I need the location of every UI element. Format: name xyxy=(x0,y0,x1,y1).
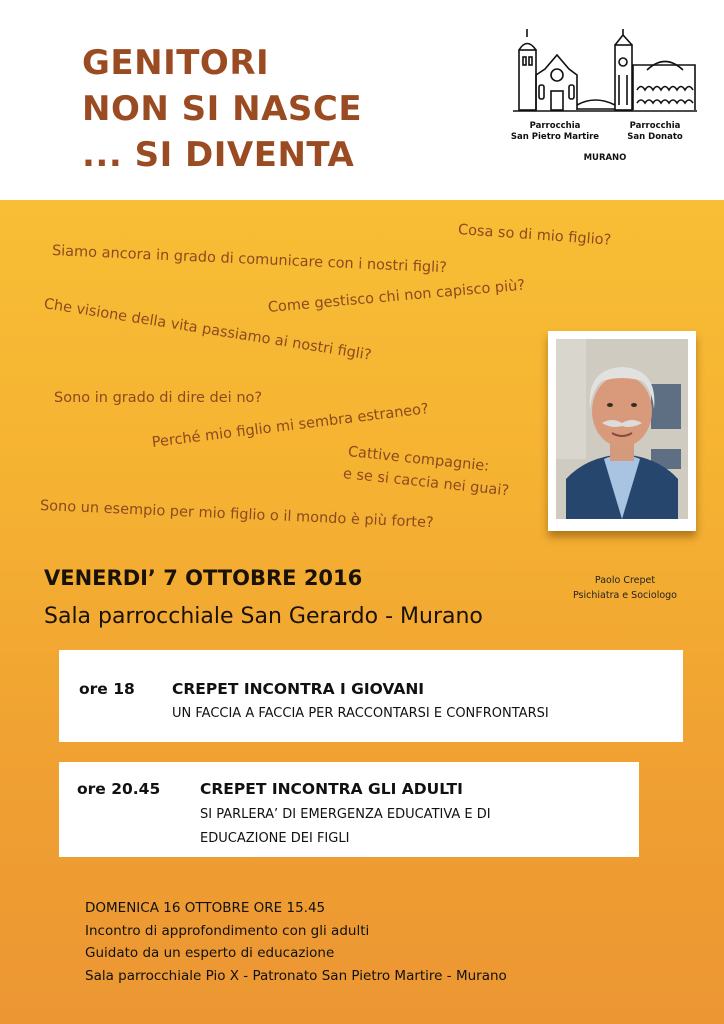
followup-line: Guidato da un esperto di educazione xyxy=(85,945,335,961)
session-card xyxy=(59,650,683,742)
session-desc: UN FACCIA A FACCIA PER RACCONTARSI E CONFRONTARSI xyxy=(172,706,549,721)
parish-left-line: Parrocchia xyxy=(529,121,581,131)
session-card xyxy=(59,762,639,857)
poster-title xyxy=(82,40,362,178)
parish-left-label xyxy=(505,121,605,143)
session-time: ore 18 xyxy=(79,680,135,698)
event-date: VENERDI’ 7 OTTOBRE 2016 xyxy=(44,566,363,590)
event-venue: Sala parrocchiale San Gerardo - Murano xyxy=(44,604,483,629)
session-time: ore 20.45 xyxy=(77,780,161,798)
followup-line: Sala parrocchiale Pio X - Patronato San Pietro Martire - Murano xyxy=(85,967,507,984)
question: Sono in grado di dire dei no? xyxy=(54,390,263,406)
speaker-caption xyxy=(540,573,710,603)
title-line: GENITORI xyxy=(82,43,270,83)
session-desc: SI PARLERA’ DI EMERGENZA EDUCATIVA E DI xyxy=(200,807,491,822)
parish-logo xyxy=(505,25,700,175)
followup-line: Incontro di approfondimento con gli adulti xyxy=(85,922,370,939)
place-label: MURANO xyxy=(583,153,627,163)
title-line: ... SI DIVENTA xyxy=(82,135,355,175)
question: Siamo ancora in grado di comunicare con i nostri figli? xyxy=(51,243,448,277)
question: Che visione della vita passiamo ai nostri figli? xyxy=(42,296,373,364)
speaker-portrait xyxy=(556,339,688,519)
question: Cattive compagnie: xyxy=(347,444,490,475)
session-desc: EDUCAZIONE DEI FIGLI xyxy=(200,831,350,846)
question: e se si caccia nei guai? xyxy=(342,466,510,500)
session-title: CREPET INCONTRA I GIOVANI xyxy=(172,680,425,698)
title-line: NON SI NASCE xyxy=(82,89,363,129)
question: Come gestisco chi non capisco più? xyxy=(267,277,526,316)
parish-right-line: Parrocchia xyxy=(629,121,681,131)
question: Sono un esempio per mio figlio o il mondo è più forte? xyxy=(39,498,434,532)
churches-illustration-icon xyxy=(505,25,700,115)
speaker-role: Psichiatra e Sociologo xyxy=(572,590,677,601)
speaker-photo xyxy=(548,331,696,531)
parish-right-label xyxy=(617,121,693,143)
question: Perché mio figlio mi sembra estraneo? xyxy=(151,401,430,451)
session-title: CREPET INCONTRA GLI ADULTI xyxy=(200,780,463,798)
parish-left-line: San Pietro Martire xyxy=(510,132,600,142)
parish-right-line: San Donato xyxy=(627,132,683,142)
speaker-name: Paolo Crepet xyxy=(594,575,656,586)
followup-info xyxy=(85,897,507,987)
followup-line: DOMENICA 16 OTTOBRE ORE 15.45 xyxy=(85,900,326,916)
question: Cosa so di mio figlio? xyxy=(457,222,612,249)
portrait-illustration-icon xyxy=(556,339,688,519)
poster-header xyxy=(0,0,724,200)
